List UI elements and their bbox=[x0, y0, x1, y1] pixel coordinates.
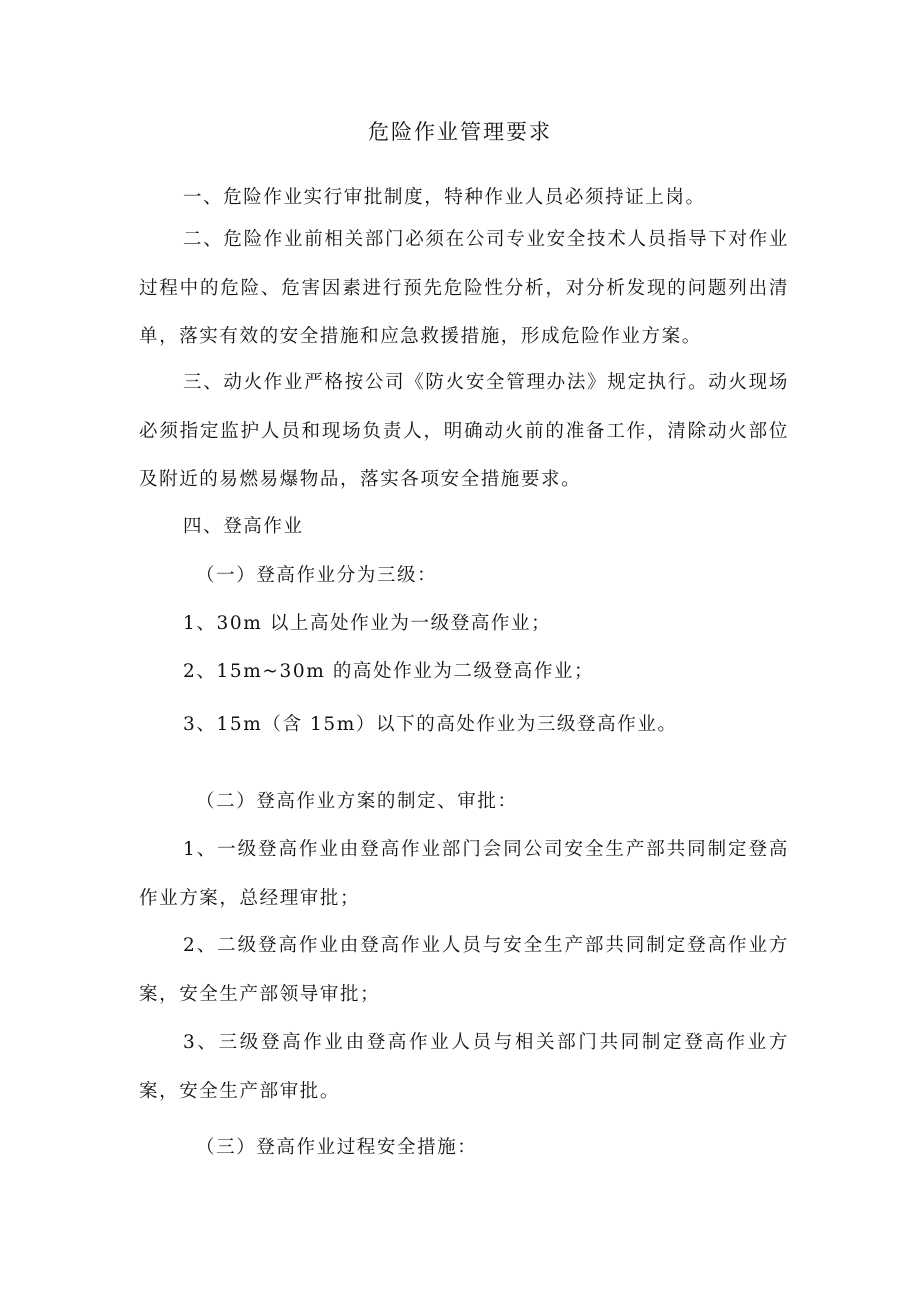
document-title: 危险作业管理要求 bbox=[368, 120, 552, 144]
paragraph-risk-analysis: 二、危险作业前相关部门必须在公司专业安全技术人员指导下对作业过程中的危险、危害因素进行预先危险性分析，对分析发现的问题列出清单，落实有效的安全措施和应急救援措施，形成危险作业方案。 bbox=[139, 229, 789, 347]
section-1-item-2: 2、15m~30m 的高处作业为二级登高作业； bbox=[183, 661, 595, 682]
section-1-item-3: 3、15m（含 15m）以下的高处作业为三级登高作业。 bbox=[183, 714, 678, 735]
section-2-item-2: 2、二级登高作业由登高作业人员与安全生产部共同制定登高作业方案，安全生产部领导审批； bbox=[139, 935, 789, 1005]
paragraph-work-at-height: 四、登高作业 bbox=[183, 516, 304, 537]
section-2-item-3: 3、三级登高作业由登高作业人员与相关部门共同制定登高作业方案，安全生产部审批。 bbox=[139, 1032, 789, 1102]
section-2-heading: （二）登高作业方案的制定、审批： bbox=[196, 791, 518, 812]
paragraph-approval-system: 一、危险作业实行审批制度，特种作业人员必须持证上岗。 bbox=[183, 187, 706, 208]
section-2-item-1: 1、一级登高作业由登高作业部门会同公司安全生产部共同制定登高作业方案，总经理审批； bbox=[139, 839, 789, 909]
paragraph-hot-work: 三、动火作业严格按公司《防火安全管理办法》规定执行。动火现场必须指定监护人员和现场负责人，明确动火前的准备工作，清除动火部位及附近的易燃易爆物品，落实各项安全措施要求。 bbox=[139, 372, 789, 490]
section-1-item-1: 1、30m 以上高处作业为一级登高作业； bbox=[183, 613, 552, 634]
section-3-heading: （三）登高作业过程安全措施： bbox=[196, 1137, 478, 1158]
section-1-heading: （一）登高作业分为三级： bbox=[196, 565, 438, 586]
